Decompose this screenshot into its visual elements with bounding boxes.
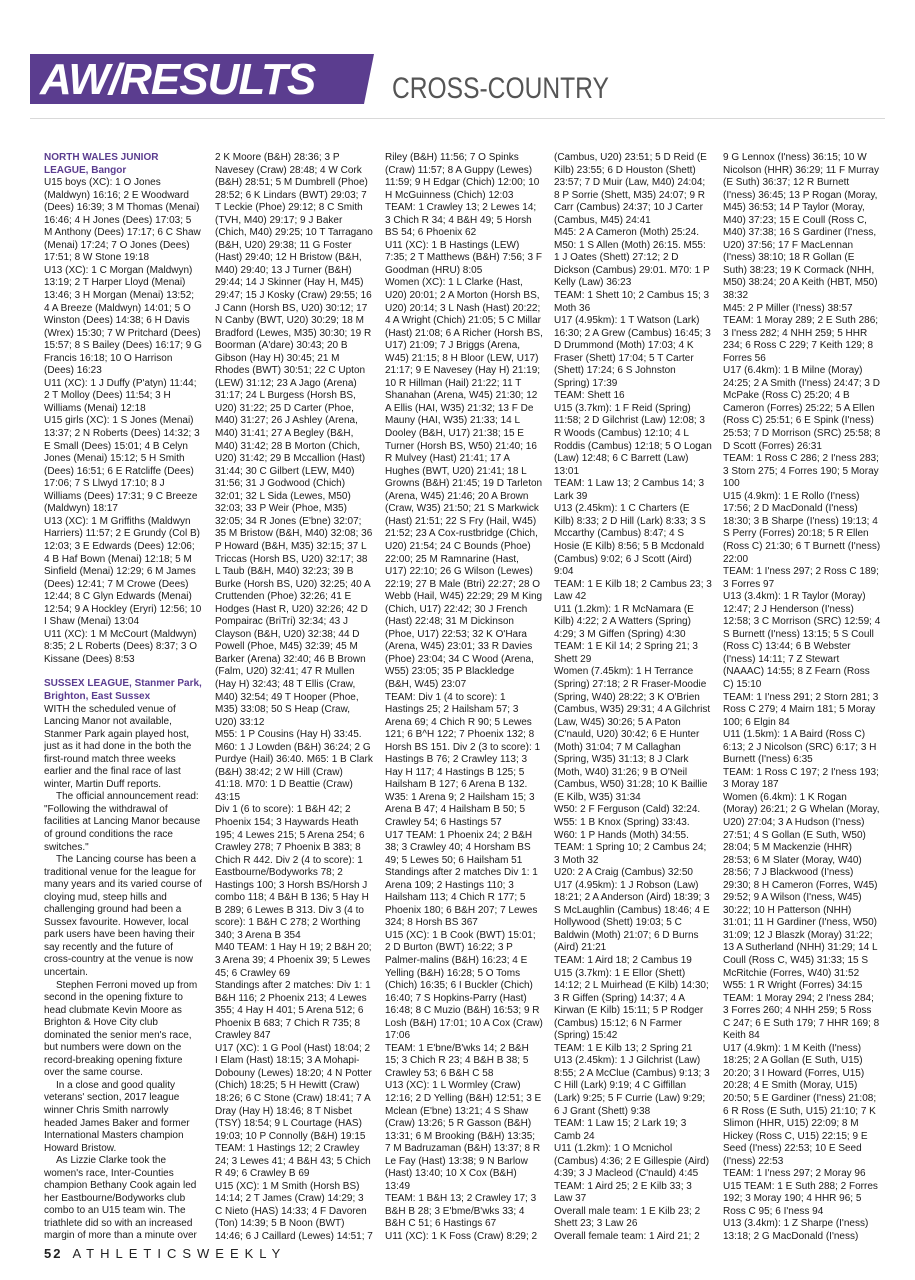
- result-paragraph: TEAM: 1 E Kilb 13; 2 Spring 21: [554, 1042, 693, 1054]
- result-paragraph: U11 (1.5km): 1 A Baird (Ross C) 6:13; 2 J Nicolson (SRC) 6:17; 3 H Burnett (I'ness) 6:35: [723, 729, 877, 766]
- result-paragraph: U13 (XC): 1 M Griffiths (Maldwyn Harriers) 11:57; 2 E Grundy (Col B) 12:03; 3 E Edwards (Dees) 12:06; 4 B Haf Bown (Menai) 12:18; 5 M Sinfield (Menai) 12:29; 6 M James (Dees) 12:41; 7 M Crowe (Dees) 12:44; 8 C Glyn Edwards (Menai) 12:54; 9 A Hockley (Eryri) 12:56; 10 I Shaw (Menai) 13:04: [44, 515, 202, 628]
- column-5: [723, 152, 881, 1242]
- page-footer: [44, 1246, 286, 1261]
- result-paragraph: U13 (2.45km): 1 J Gilchrist (Law) 8:55; 2 A McClue (Cambus) 9:13; 3 C Hill (Lark) 9:19; 4 C Giffillan (Lark) 9:25; 5 F Currie (Law) 9:29; 6 J Grant (Shett) 9:38: [554, 1055, 710, 1117]
- results-banner: [30, 54, 374, 104]
- result-paragraph: Standings after 2 matches Div 1: 1 Arena 109; 2 Hastings 110; 3 Hailsham 113; 4 Chich R 177; 5 Phoenix 180; 6 B&H 207; 7 Lewes 324; 8 Horsh BS 367: [385, 867, 538, 929]
- result-paragraph: TEAM: 1 E Kilb 18; 2 Cambus 23; 3 Law 42: [554, 578, 712, 603]
- result-paragraph: TEAM: Div 1 (4 to score): 1 Hastings 25; 2 Hailsham 57; 3 Arena 69; 4 Chich R 90; 5 Lewes 121; 6 B^H 122; 7 Phoenix 132; 8 Horsh BS 151. Div 2 (3 to score): 1 Hastings B 76; 2 Crawley 113; 3 Hay H 117; 4 Hastings B 125; 5 Hailsham B 127; 6 Arena B 132. W35: 1 Arena 9; 2 Hailsham 15; 3 Arena B 47; 4 Hailsham B 50; 5 Crawley 54; 6 Hastings 57: [385, 691, 541, 828]
- result-paragraph: TEAM: 1 Shett 10; 2 Cambus 15; 3 Moth 36: [554, 290, 710, 314]
- result-paragraph: TEAM: 1 Moray 294; 2 I'ness 284; 3 Forres 260; 4 NHH 259; 5 Ross C 247; 6 E Suth 179; 7 HHR 169; 8 Keith 84: [723, 992, 880, 1042]
- result-paragraph: U13 (2.45km): 1 C Charters (E Kilb) 8:33; 2 D Hill (Lark) 8:33; 3 S Mccarthy (Cambus) 8:47; 4 S Hosie (E Kilb) 8:56; 5 B Mcdonald (Cambus) 9:02; 6 J Scott (Aird) 9:04: [554, 503, 706, 578]
- result-paragraph: W55: 1 R Wright (Forres) 34:15: [723, 980, 863, 992]
- magazine-name: ATHLETICSWEEKLY: [72, 1246, 287, 1261]
- column-2: [215, 152, 373, 1242]
- result-paragraph: U15 (3.7km): 1 F Reid (Spring) 11:58; 2 D Gilchrist (Law) 12:08; 3 R Woods (Cambus) 12:10; 4 L Roddis (Cambus) 12:18; 5 O Logan (Law) 12:48; 6 C Barrett (Law) 13:01: [554, 402, 712, 477]
- result-paragraph: U17 (6.4km): 1 B Milne (Moray) 24:25; 2 A Smith (I'ness) 24:47; 3 D McPake (Ross C) 25:20; 4 B Cameron (Forres) 25:22; 5 A Ellen (Ross C) 25:51; 6 E Spink (I'ness) 25:53; 7 D Morrison (SRC) 25:58; 8 D Scott (Forres) 26:31: [723, 365, 881, 452]
- column-1: [44, 152, 202, 1242]
- result-paragraph: Standings after 2 matches: Div 1: 1 B&H 116; 2 Phoenix 213; 4 Lewes 355; 4 Hay H 401; 5 Arena 512; 6 Phoenix B 683; 7 Chich R 735; 8 Crawley 847: [215, 980, 371, 1042]
- result-paragraph: TEAM: 1 I'ness 297; 2 Ross C 189; 3 Forres 97: [723, 566, 879, 590]
- result-paragraph: TEAM: 1 Aird 18; 2 Cambus 19: [554, 955, 692, 966]
- result-paragraph: M45: 2 A Cameron (Moth) 25:24. M50: 1 S Allen (Moth) 26:15. M55: 1 J Oates (Shett) 27:12; 2 D Dickson (Cambus) 29:01. M70: 1 P Kelly (Law) 36:23: [554, 227, 710, 289]
- result-paragraph: Women (6.4km): 1 K Rogan (Moray) 26:21; 2 G Whelan (Moray, U20) 27:04; 3 A Hudson (I'ness) 27:51; 4 S Gollan (E Suth, W50) 28:04; 5 M Mackenzie (HHR) 28:53; 6 M Slater (Moray, W40) 28:56; 7 J Blackwood (I'ness) 29:30; 8 H Cameron (Forres, W45) 29:52; 9 A Wilson (I'ness, W45) 30:22; 10 H Patterson (NHH) 31:01; 11 H Gardiner (I'ness, W50) 31:09; 12 J Blaszk (Moray) 31:22; 13 A Sutherland (NHH) 31:29; 14 L Coull (Ross C, W45) 31:33; 15 S McRitchie (Forres, W40) 31:52: [723, 791, 880, 979]
- result-paragraph: U17 (4.95km): 1 J Robson (Law) 18:21; 2 A Anderson (Aird) 18:39; 3 S McLaughlin (Cambus) 18:46; 4 E Hollywood (Shett) 19:03; 5 C Baldwin (Moth) 21:07; 6 D Burns (Aird) 21:21: [554, 879, 710, 954]
- result-paragraph: (Cambus, U20) 23:51; 5 D Reid (E Kilb) 23:55; 6 D Houston (Shett) 23:57; 7 D Muir (Law, M40) 24:04; 8 P Sorrie (Shett, M35) 24:07; 9 R Carr (Cambus) 24:37; 10 J Carter (Cambus, M45) 24:41: [554, 152, 707, 226]
- result-paragraph: U17 (4.95km): 1 T Watson (Lark) 16:30; 2 A Grew (Cambus) 16:45; 3 D Drummond (Moth) 17:03; 4 K Fraser (Shett) 17:04; 5 T Carter (Shett) 17:24; 6 S Johnston (Spring) 17:39: [554, 315, 711, 389]
- result-paragraph: Women (7.45km): 1 H Terrance (Spring) 27:18; 2 R Fraser-Moodie (Spring, W40) 28:22; 3 K O'Brien (Cambus, W35) 29:31; 4 A Gilchrist (Law, W45) 30:26; 5 A Paton (C'nauld, U20) 30:42; 6 E Hunter (Moth) 31:04; 7 M Callaghan (Spring, W35) 31:13; 8 J Clark (Moth, W40) 31:26; 9 B O'Neil (Cambus, W50) 31:28; 10 K Baillie (E Kilb, W35) 31:34: [554, 666, 711, 803]
- results-columns: [44, 152, 902, 1242]
- result-paragraph: TEAM: 1 Crawley 13; 2 Lewes 14; 3 Chich R 34; 4 B&H 49; 5 Horsh BS 54; 6 Phoenix 62: [385, 202, 537, 239]
- result-paragraph: U15 TEAM: 1 E Suth 288; 2 Forres 192; 3 Moray 190; 4 HHR 96; 5 Ross C 95; 6 I'ness 94: [723, 1180, 878, 1217]
- result-paragraph: U15 boys (XC): 1 O Jones (Maldwyn) 16:16; 2 E Woodward (Dees) 16:39; 3 M Thomas (Menai) 16:46; 4 H Jones (Dees) 17:03; 5 M Anthony (Dees) 17:17; 6 C Shaw (Menai) 17:24; 7 O Jones (Dees) 17:51; 8 W Stone 19:18: [44, 177, 201, 264]
- result-paragraph: Women (XC): 1 L Clarke (Hast, U20) 20:01; 2 A Morton (Horsh BS, U20) 20:14; 3 L Nash (Hast) 20:22; 4 A Wright (Chich) 21:05; 5 C Millar (Hast) 21:08; 6 A Richer (Horsh BS, U17) 21:09; 7 J Briggs (Arena, W45) 21:15; 8 H Bloor (LEW, U17) 21:17; 9 E Navesey (Hay H) 21:19; 10 R Hillman (Hail) 21:22; 11 T Shanahan (Arena, W45) 21:30; 12 A Ellis (HAI, W35) 21:32; 13 F De Mauny (HAI, W35) 21:33; 14 L Dooley (B&H, U17) 21:38; 15 E Turner (Horsh BS, W50) 21:40; 16 R Mulvey (Hast) 21:41; 17 A Hughes (BWT, U20) 21:41; 18 L Growns (B&H) 21:45; 19 D Tarleton (Arena, W45) 21:46; 20 A Brown (Craw, W35) 21:50; 21 S Markwick (Hast) 21:51; 22 S Fry (Hail, W45) 21:52; 23 A Cox-rustbridge (Chich, U20) 21:54; 24 C Bounds (Phoe) 22:00; 25 M Ramnarine (Hast, U17) 22:10; 26 G Wilson (Lewes) 22:19; 27 B Male (Btri) 22:27; 28 O Webb (Hail, W45) 22:29; 29 M King (Chich, U17) 22:42; 30 J French (Hast) 22:48; 31 M Dickinson (Phoe, U17) 22:53; 32 K O'Hara (Arena, W45) 23:01; 33 R Davies (Phoe) 23:04; 34 C Wood (Arena, W55) 23:05; 35 P Blackledge (B&H, W45) 23:07: [385, 277, 543, 690]
- result-paragraph: SUSSEX LEAGUE, Stanmer Park, Brighton, East Sussex: [44, 678, 202, 702]
- page-number: 52: [44, 1246, 63, 1261]
- result-paragraph: U11 (1.2km): 1 O Mcnichol (Cambus) 4:36; 2 E Gillespie (Aird) 4:39; 3 J Macleod (C'nauld) 4:45: [554, 1143, 710, 1180]
- result-paragraph: U15 (XC): 1 M Smith (Horsh BS) 14:14; 2 T James (Craw) 14:29; 3 C Nieto (HAS) 14:33; 4 F Davoren (Ton) 14:39; 5 B Noon (BWT) 14:46; 6 J Caillard (Lewes) 14:51; 7: [215, 1180, 373, 1242]
- result-paragraph: U11 (XC): 1 B Hastings (LEW) 7:35; 2 T Matthews (B&H) 7:56; 3 F Goodman (HRU) 8:05: [385, 239, 542, 276]
- result-paragraph: W50: 2 F Ferguson (Cald) 32:24. W55: 1 B Knox (Spring) 33:43. W60: 1 P Hands (Moth) 34:55. TEAM: 1 Spring 10; 2 Cambus 24; 3 Moth 32: [554, 804, 707, 866]
- column-4: [554, 152, 712, 1242]
- result-paragraph: U13 (XC): 1 L Wormley (Craw) 12:16; 2 D Yelling (B&H) 12:51; 3 E Mclean (E'bne) 13:21; 4 S Shaw (Craw) 13:26; 5 R Gasson (B&H) 13:31; 6 M Brooking (B&H) 13:35; 7 M Badruzaman (B&H) 13:37; 8 R Le Fay (Hast) 13:38; 9 N Barlow (Hast) 13:40; 10 X Cox (B&H) 13:49: [385, 1080, 542, 1192]
- result-paragraph: TEAM: 1 Ross C 286; 2 I'ness 283; 3 Storn 275; 4 Forres 190; 5 Moray 100: [723, 453, 879, 490]
- result-paragraph: U20: 2 A Craig (Cambus) 32:50: [554, 867, 693, 879]
- brand-title: AW/RESULTS: [40, 55, 316, 104]
- header-divider: [30, 118, 885, 119]
- result-paragraph: TEAM: 1 E Kil 14; 2 Spring 21; 3 Shett 29: [554, 641, 698, 665]
- result-paragraph: U17 (XC): 1 G Pool (Hast) 18:04; 2 I Elam (Hast) 18:15; 3 A Mohapi-Dobouny (Lewes) 18:20; 4 N Potter (Chich) 18:25; 5 H Hewitt (Craw) 18:26; 6 C Stone (Craw) 18:41; 7 A Dray (Hay H) 18:46; 8 T Nisbet (TSY) 18:54; 9 L Courtage (HAS) 19:03; 10 P Connolly (B&H) 19:15: [215, 1042, 372, 1142]
- result-paragraph: M40 TEAM: 1 Hay H 19; 2 B&H 20; 3 Arena 39; 4 Phoenix 39; 5 Lewes 45; 6 Crawley 69: [215, 942, 372, 979]
- result-paragraph: TEAM: 1 Ross C 197; 2 I'ness 193; 3 Moray 187: [723, 766, 879, 791]
- result-paragraph: Div 1 (6 to score): 1 B&H 42; 2 Phoenix 154; 3 Haywards Heath 195; 4 Lewes 215; 5 Arena 254; 6 Crawley 278; 7 Phoenix B 383; 8 Chich R 442. Div 2 (4 to score): 1 Eastbourne/Bodyworks 78; 2 Hastings 100; 3 Horsh BS/Horsh J combo 118; 4 B&H B 136; 5 Hay H B 289; 6 Lewes B 313. Div 3 (4 to score): 1 B&H C 278; 2 Worthing 340; 3 Arena B 354: [215, 804, 369, 941]
- result-paragraph: M45: 2 P Miller (I'ness) 38:57: [723, 302, 853, 314]
- result-paragraph: TEAM: 1 Aird 25; 2 E Kilb 33; 3 Law 37: [554, 1180, 692, 1205]
- result-paragraph: 2 K Moore (B&H) 28:36; 3 P Navesey (Craw) 28:48; 4 W Cork (B&H) 28:51; 5 M Dumbrell (Phoe) 28:52; 6 K Lindars (BWT) 29:03; 7 T Leckie (Phoe) 29:12; 8 C Smith (TVH, M40) 29:17; 9 J Baker (Chich, M40) 29:25; 10 T Tarragano (B&H, U20) 29:38; 11 G Foster (Hast) 29:40; 12 H Bristow (B&H, M40) 29:40; 13 J Turner (B&H) 29:44; 14 J Skinner (Hay H, M45) 29:47; 15 J Kosky (Craw) 29:55; 16 J Cann (Horsh BS, U20) 30:12; 17 N Canby (BWT, U20) 30:29; 18 M Bradford (Lewes, M35) 30:30; 19 R Boorman (A'dare) 30:43; 20 B Gibson (Hay H) 30:45; 21 M Rhodes (BWT) 30:51; 22 C Upton (LEW) 31:12; 23 A Jago (Arena) 31:17; 24 L Burgess (Horsh BS, U20) 31:22; 25 D Carter (Phoe, M40) 31:27; 26 J Ashley (Arena, M40) 31:41; 27 A Begley (B&H, M40) 31:42; 28 B Morton (Chich, U20) 31:42; 29 B Mccallion (Hast) 31:44; 30 C Gilbert (LEW, M40) 31:56; 31 J Godwood (Chich) 32:01; 32 L Sida (Lewes, M50) 32:03; 33 P Weir (Phoe, M35) 32:05; 34 R Jones (E'bne) 32:07; 35 M Bristow (B&H, M40) 32:08; 36 P Howard (B&H, M35) 32:15; 37 L Triccas (Horsh BS, U20) 32:17; 38 L Taub (B&H, M40) 32:23; 39 B Burke (Horsh BS, U20) 32:25; 40 A Cruttenden (Phoe) 32:26; 41 E Hodges (Hast R, U20) 32:26; 42 D Pompairac (BriTri) 32:34; 43 J Clayson (B&H, U20) 32:38; 44 D Powell (Phoe, M45) 32:39; 45 M Barker (Arena) 32:40; 46 B Brown (Falm, U20) 32:41; 47 R Mullen (Hay H) 32:43; 48 T Ellis (Craw, M40) 32:54; 49 T Hooper (Phoe, M35) 33:08; 50 S Heap (Craw, U20) 33:12: [215, 152, 373, 728]
- result-paragraph: U13 (XC): 1 C Morgan (Maldwyn) 13:19; 2 T Harper Lloyd (Menai) 13:46; 3 H Morgan (Menai) 13:52; 4 A Breeze (Maldwyn) 14:01; 5 O Winston (Dees) 14:38; 6 H Davis (Wrex) 15:30; 7 W Pritchard (Dees) 15:57; 8 S Bailey (Dees) 16:17; 9 G Francis 16:18; 10 O Harrison (Dees) 16:23: [44, 264, 202, 377]
- result-paragraph: WITH the scheduled venue of Lancing Manor not available, Stanmer Park again played host, just as it had done in the both the first-round match three weeks earlier and the final race of last winter, Martin Duff reports.: [44, 703, 192, 790]
- section-title: CROSS-COUNTRY: [392, 72, 609, 105]
- result-paragraph: Overall male team: 1 E Kilb 23; 2 Shett 23; 3 Law 26: [554, 1205, 701, 1230]
- result-paragraph: M55: 1 P Cousins (Hay H) 33:45. M60: 1 J Lowden (B&H) 36:24; 2 G Purdye (Hail) 36:40. M65: 1 B Clark (B&H) 38:42; 2 W Hill (Craw) 41:18. M70: 1 D Beattie (Craw) 43:15: [215, 729, 373, 803]
- result-paragraph: Riley (B&H) 11:56; 7 O Spinks (Craw) 11:57; 8 A Guppy (Lewes) 11:59; 9 H Edgar (Chich) 12:00; 10 H McGuinness (Chich) 12:03: [385, 152, 540, 201]
- result-paragraph: As Lizzie Clarke took the women's race, Inter-Counties champion Bethany Cook again led her Eastbourne/Bodyworks club combo to an U15 team win. The triathlete did so with an increased margin of more than a minute over: [44, 1155, 197, 1242]
- result-paragraph: U17 TEAM: 1 Phoenix 24; 2 B&H 38; 3 Crawley 40; 4 Horsham BS 49; 5 Lewes 50; 6 Hailsham 51: [385, 829, 533, 866]
- result-paragraph: Overall female team: 1 Aird 21; 2: [554, 1231, 700, 1242]
- result-paragraph: TEAM: 1 I'ness 291; 2 Storn 281; 3 Ross C 279; 4 Mairn 181; 5 Moray 100; 6 Elgin 84: [723, 691, 879, 728]
- result-paragraph: The official announcement read: "Following the withdrawal of facilities at Lancing Manor because of ground conditions the race switches.": [44, 791, 201, 853]
- result-paragraph: TEAM: 1 B&H 13; 2 Crawley 17; 3 B&H B 28; 3 E'bme/B'wks 33; 4 B&H C 51; 6 Hastings 67: [385, 1193, 537, 1230]
- result-paragraph: TEAM: 1 Hastings 12; 2 Crawley 24; 3 Lewes 41; 4 B&H 43; 5 Chich R 49; 6 Crawley B 69: [215, 1143, 371, 1180]
- result-paragraph: NORTH WALES JUNIOR LEAGUE, Bangor: [44, 152, 159, 176]
- result-paragraph: U15 girls (XC): 1 S Jones (Menai) 13:37; 2 N Roberts (Dees) 14:32; 3 E Small (Dees) 15:01; 4 B Celyn Jones (Menai) 15:12; 5 H Smith (Dees) 16:51; 6 E Ratcliffe (Dees) 17:06; 7 S Llwyd 17:10; 8 J Williams (Dees) 17:31; 9 C Breeze (Maldwyn) 18:17: [44, 415, 200, 515]
- result-paragraph: U15 (4.9km): 1 E Rollo (I'ness) 17:56; 2 D MacDonald (I'ness) 18:30; 3 B Sharpe (I'ness) 19:13; 4 S Perry (Forres) 20:18; 5 R Ellen (Ross C) 21:30; 6 T Burnett (I'ness) 22:00: [723, 490, 881, 565]
- result-paragraph: U13 (3.4km): 1 R Taylor (Moray) 12:47; 2 J Henderson (I'ness) 12:58; 3 C Morrison (SRC) 12:59; 4 S Burnett (I'ness) 13:15; 5 S Coull (Ross C) 13:44; 6 B Webster (I'ness) 14:11; 7 Z Stewart (NAAAC) 14:55; 8 Z Fearn (Ross C) 15:10: [723, 591, 881, 690]
- result-paragraph: U13 (3.4km): 1 Z Sharpe (I'ness) 13:18; 2 G MacDonald (I'ness): [723, 1218, 869, 1242]
- result-paragraph: U11 (1.2km): 1 R McNamara (E Kilb) 4:22; 2 A Watters (Spring) 4:29; 3 M Giffen (Spring) 4:30: [554, 603, 694, 640]
- result-paragraph: TEAM: 1 I'ness 297; 2 Moray 96: [723, 1168, 866, 1180]
- result-paragraph: Stephen Ferroni moved up from second in the opening fixture to head clubmate Kevin Moore as Brighton & Hove City club dominated the senior men's race, but numbers were down on the record-breaking opening fixture over the same course.: [44, 979, 198, 1079]
- result-paragraph: TEAM: 1 Moray 289; 2 E Suth 286; 3 I'ness 282; 4 NHH 259; 5 HHR 234; 6 Ross C 229; 7 Keith 129; 8 Forres 56: [723, 315, 879, 364]
- column-3: [385, 152, 543, 1242]
- result-paragraph: TEAM: Shett 16: [554, 390, 625, 402]
- result-paragraph: U11 (XC): 1 M McCourt (Maldwyn) 8:35; 2 L Roberts (Dees) 8:37; 3 O Kissane (Dees) 8:53: [44, 628, 198, 665]
- result-paragraph: U11 (XC): 1 K Foss (Craw) 8:29; 2: [385, 1231, 538, 1242]
- result-paragraph: In a close and good quality veterans' section, 2017 league winner Chris Smith narrowly headed James Baker and former International Masters champion Howard Bristow.: [44, 1079, 190, 1154]
- result-paragraph: U15 (XC): 1 B Cook (BWT) 15:01; 2 D Burton (BWT) 16:22; 3 P Palmer-malins (B&H) 16:23; 4 E Yelling (B&H) 16:28; 5 O Toms (Chich) 16:35; 6 I Buckler (Chich) 16:40; 7 S Hopkins-Parry (Hast) 16:48; 8 C Muzio (B&H) 16:53; 9 R Losh (B&H) 17:01; 10 A Cox (Craw) 17:06: [385, 929, 543, 1042]
- result-paragraph: The Lancing course has been a traditional venue for the league for many years and its varied course of cloying mud, steep hills and challenging ground had been a Sussex favourite. However, local park users have been having their say recently and the future of cross-country at the venue is now uncertain.: [44, 854, 202, 978]
- result-paragraph: TEAM: 1 E'bne/B'wks 14; 2 B&H 15; 3 Chich R 23; 4 B&H B 38; 5 Crawley 53; 6 B&H C 58: [385, 1042, 529, 1079]
- result-paragraph: 9 G Lennox (I'ness) 36:15; 10 W Nicolson (HHR) 36:29; 11 F Murray (E Suth) 36:37; 12 R Burnett (I'ness) 36:45; 13 P Rogan (Moray, M45) 36:53; 14 P Taylor (Moray, M40) 37:23; 15 E Coull (Ross C, M40) 37:38; 16 S Gardiner (I'ness, U20) 37:56; 17 F MacLennan (I'ness) 38:10; 18 R Gollan (E Suth) 38:23; 19 K Cormack (NHH, M50) 38:24; 20 A Keith (HBT, M50) 38:32: [723, 152, 879, 302]
- result-paragraph: TEAM: 1 Law 13; 2 Cambus 14; 3 Lark 39: [554, 478, 705, 502]
- result-paragraph: U17 (4.9km): 1 M Keith (I'ness) 18:25; 2 A Gollan (E Suth, U15) 20:20; 3 I Howard (Forres, U15) 20:28; 4 E Smith (Moray, U15) 20:50; 5 E Gardiner (I'ness) 21:08; 6 R Ross (E Suth, U15) 21:10; 7 K Slimon (HHR, U15) 22:09; 8 M Hickey (Ross C, U15) 22:15; 9 E Seed (I'ness) 22:53; 10 E Seed (I'ness) 22:53: [723, 1042, 877, 1167]
- result-paragraph: TEAM: 1 Law 15; 2 Lark 19; 3 Camb 24: [554, 1118, 687, 1142]
- result-paragraph: U15 (3.7km): 1 E Ellor (Shett) 14:12; 2 L Muirhead (E Kilb) 14:30; 3 R Giffen (Spring) 14:37; 4 A Kirwan (E Kilb) 15:11; 5 P Rodger (Cambus) 15:12; 6 N Farmer (Spring) 15:42: [554, 967, 709, 1042]
- result-paragraph: U11 (XC): 1 J Duffy (P'atyn) 11:44; 2 T Molloy (Dees) 11:54; 3 H Williams (Menai) 12:18: [44, 377, 197, 414]
